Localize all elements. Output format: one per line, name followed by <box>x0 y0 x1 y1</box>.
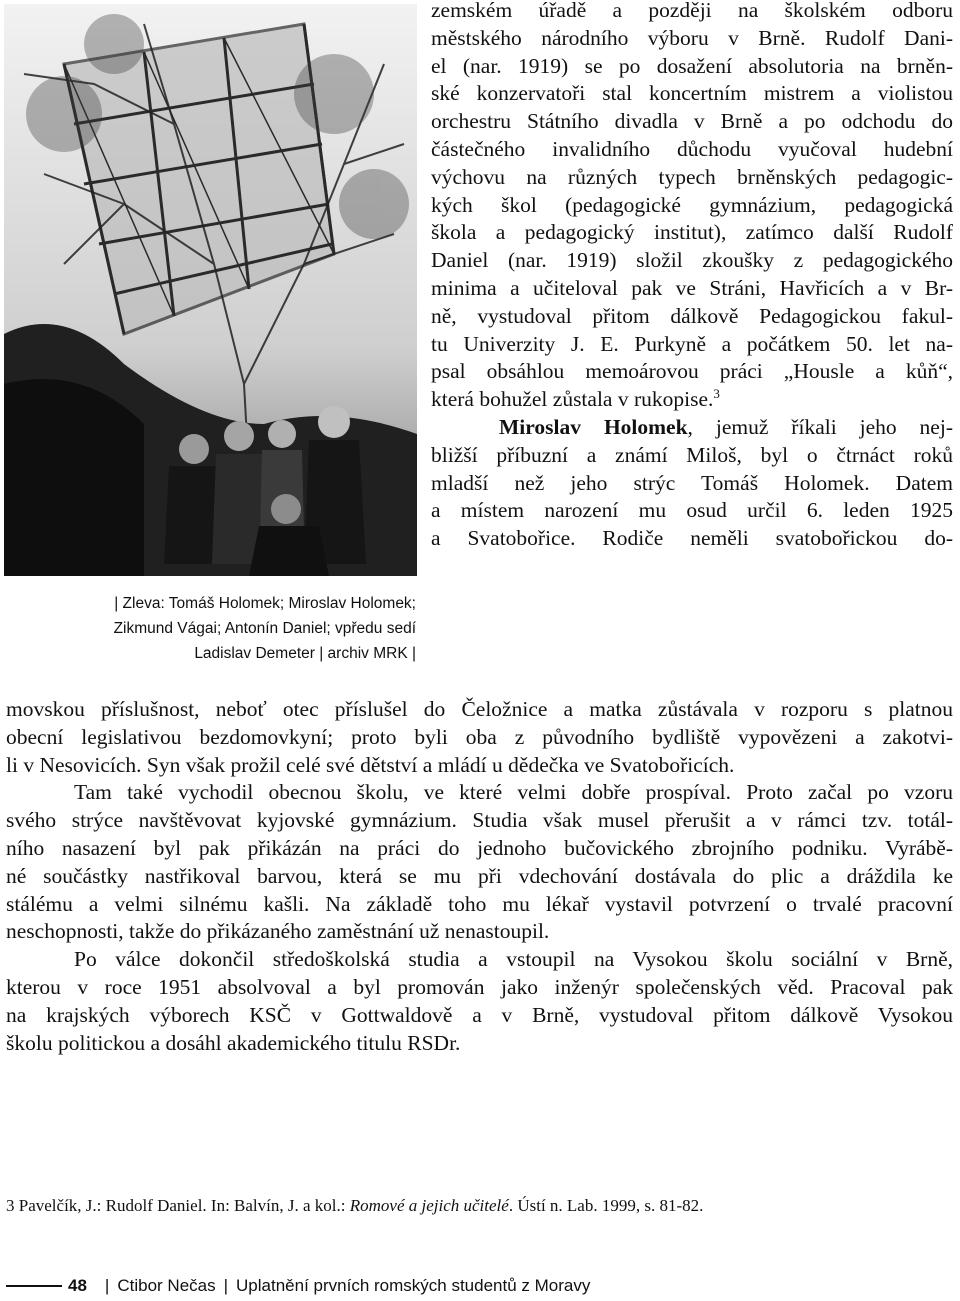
text-line: stálému a velmi silnému kašli. Na základě toho mu lékař vystavil potvrzení o trvalé pracovní <box>6 891 953 916</box>
footer-rule <box>6 1285 62 1287</box>
page-number: 48 <box>68 1276 87 1295</box>
text-line: ně, vystudoval přitom dálkově Pedagogickou fakul- <box>431 303 953 328</box>
footer-book-title: Uplatnění prvních romských studentů z Moravy <box>236 1276 591 1295</box>
text-line: ního nasazení byl pak přikázán na práci do jednoho bučovického zbrojního podniku. Vyrábě- <box>6 835 953 860</box>
text-line: školu politickou a dosáhl akademického titulu RSDr. <box>6 1030 461 1055</box>
text-line: mladší než jeho strýc Tomáš Holomek. Datem <box>431 470 953 495</box>
text-line: neschopnosti, takže do přikázaného zaměstnání už nenastoupil. <box>6 919 550 944</box>
footer-separator: | <box>223 1276 229 1295</box>
footnote-ref[interactable]: 3 <box>713 386 720 401</box>
text-line <box>431 386 953 414</box>
caption-line: Zikmund Vágai; Antonín Daniel; vpředu sedí <box>113 620 416 637</box>
text-line: obecní legislativou bezdomovkyní; proto byli oba z původního bydliště vypovězeni a zakotvi- <box>6 724 953 749</box>
text-line-content: , jemuž říkali jeho nej- <box>687 414 953 439</box>
text-line: bližší příbuzní a známí Miloš, byl o čtrnáct roků <box>431 442 953 467</box>
photo-image <box>4 4 417 576</box>
text-line: škola a pedagogický institut), zatímco další Rudolf <box>431 220 953 245</box>
text-line: minima a učiteloval pak ve Stráni, Havřicích a v Br- <box>431 275 953 300</box>
text-line: svého strýce navštěvovat kyjovské gymnázium. Studia však musel přerušit a v rámci tzv. totál- <box>6 808 953 833</box>
footnote-text-end: . Ústí n. Lab. 1999, s. 81-82. <box>508 1196 704 1215</box>
page-footer <box>6 1272 706 1300</box>
text-line-content: která bohužel zůstala v rukopise. <box>431 387 714 412</box>
text-line: zemském úřadě a později na školském odboru <box>431 0 953 22</box>
footer-author: Ctibor Nečas <box>117 1276 216 1295</box>
footnote-number: 3 <box>6 1196 15 1215</box>
footnote-text: Pavelčík, J.: Rudolf Daniel. In: Balvín, J. a kol.: <box>14 1196 350 1215</box>
group-photo <box>4 4 417 576</box>
text-line: psal obsáhlou memoárovou práci „Housle a kůň“, <box>431 359 953 384</box>
text-line: orchestru Státního divadla v Brně a po odchodu do <box>431 109 953 134</box>
text-line: movskou příslušnost, neboť otec příslušel do Čeložnice a matka zůstávala v rozporu s platnou <box>6 697 953 721</box>
full-width-text <box>6 696 953 1057</box>
text-line: Po válce dokončil středoškolská studia a vstoupil na Vysokou školu sociální v Brně, <box>74 947 953 972</box>
text-line: tu Univerzity J. E. Purkyně a počátkem 50. let na- <box>431 331 953 356</box>
text-line: výchovu na různých typech brněnských pedagogic- <box>431 164 953 189</box>
text-line: el (nar. 1919) se po dosažení absolutoria na brněn- <box>431 53 953 78</box>
caption-line: Ladislav Demeter | archiv MRK | <box>194 645 416 662</box>
text-line: částečného invalidního důchodu vyučoval hudební <box>431 136 953 161</box>
photo-caption <box>6 591 416 666</box>
text-line: Daniel (nar. 1919) složil zkoušky z pedagogického <box>431 248 953 273</box>
text-line: na krajských výborech KSČ v Gottwaldově a v Brně, vystudoval přitom dálkově Vysokou <box>6 1002 953 1027</box>
text-line: a místem narození mu osud určil 6. leden 1925 <box>431 498 953 523</box>
caption-line: | Zleva: Tomáš Holomek; Miroslav Holomek; <box>114 595 416 612</box>
text-line: né součástky nastřikoval barvou, která se mu při vdechování dostávala do plic a dráždila ke <box>6 863 953 888</box>
footnote <box>6 1196 703 1216</box>
text-line <box>431 414 953 442</box>
person-name: Miroslav Holomek <box>499 414 688 439</box>
text-line: městského národního výboru v Brně. Rudolf Dani- <box>431 25 953 50</box>
text-line: kterou v roce 1951 absolvoval a byl promován jako inženýr společenských věd. Pracoval pak <box>6 974 953 999</box>
footer-separator: | <box>104 1276 110 1295</box>
text-line: a Svatobořice. Rodiče neměli svatobořickou do- <box>431 526 953 551</box>
text-line: ské konzervatoři stal koncertním mistrem a violistou <box>431 81 953 106</box>
footnote-title: Romové a jejich učitelé <box>349 1196 509 1215</box>
text-line: kých škol (pedagogické gymnázium, pedagogická <box>431 192 953 217</box>
text-line: Tam také vychodil obecnou školu, ve které velmi dobře prospíval. Proto začal po vzoru <box>74 780 953 805</box>
right-column-text <box>431 0 953 553</box>
text-line: li v Nesovicích. Syn však prožil celé své dětství a mládí u dědečka ve Svatobořicích. <box>6 752 735 777</box>
